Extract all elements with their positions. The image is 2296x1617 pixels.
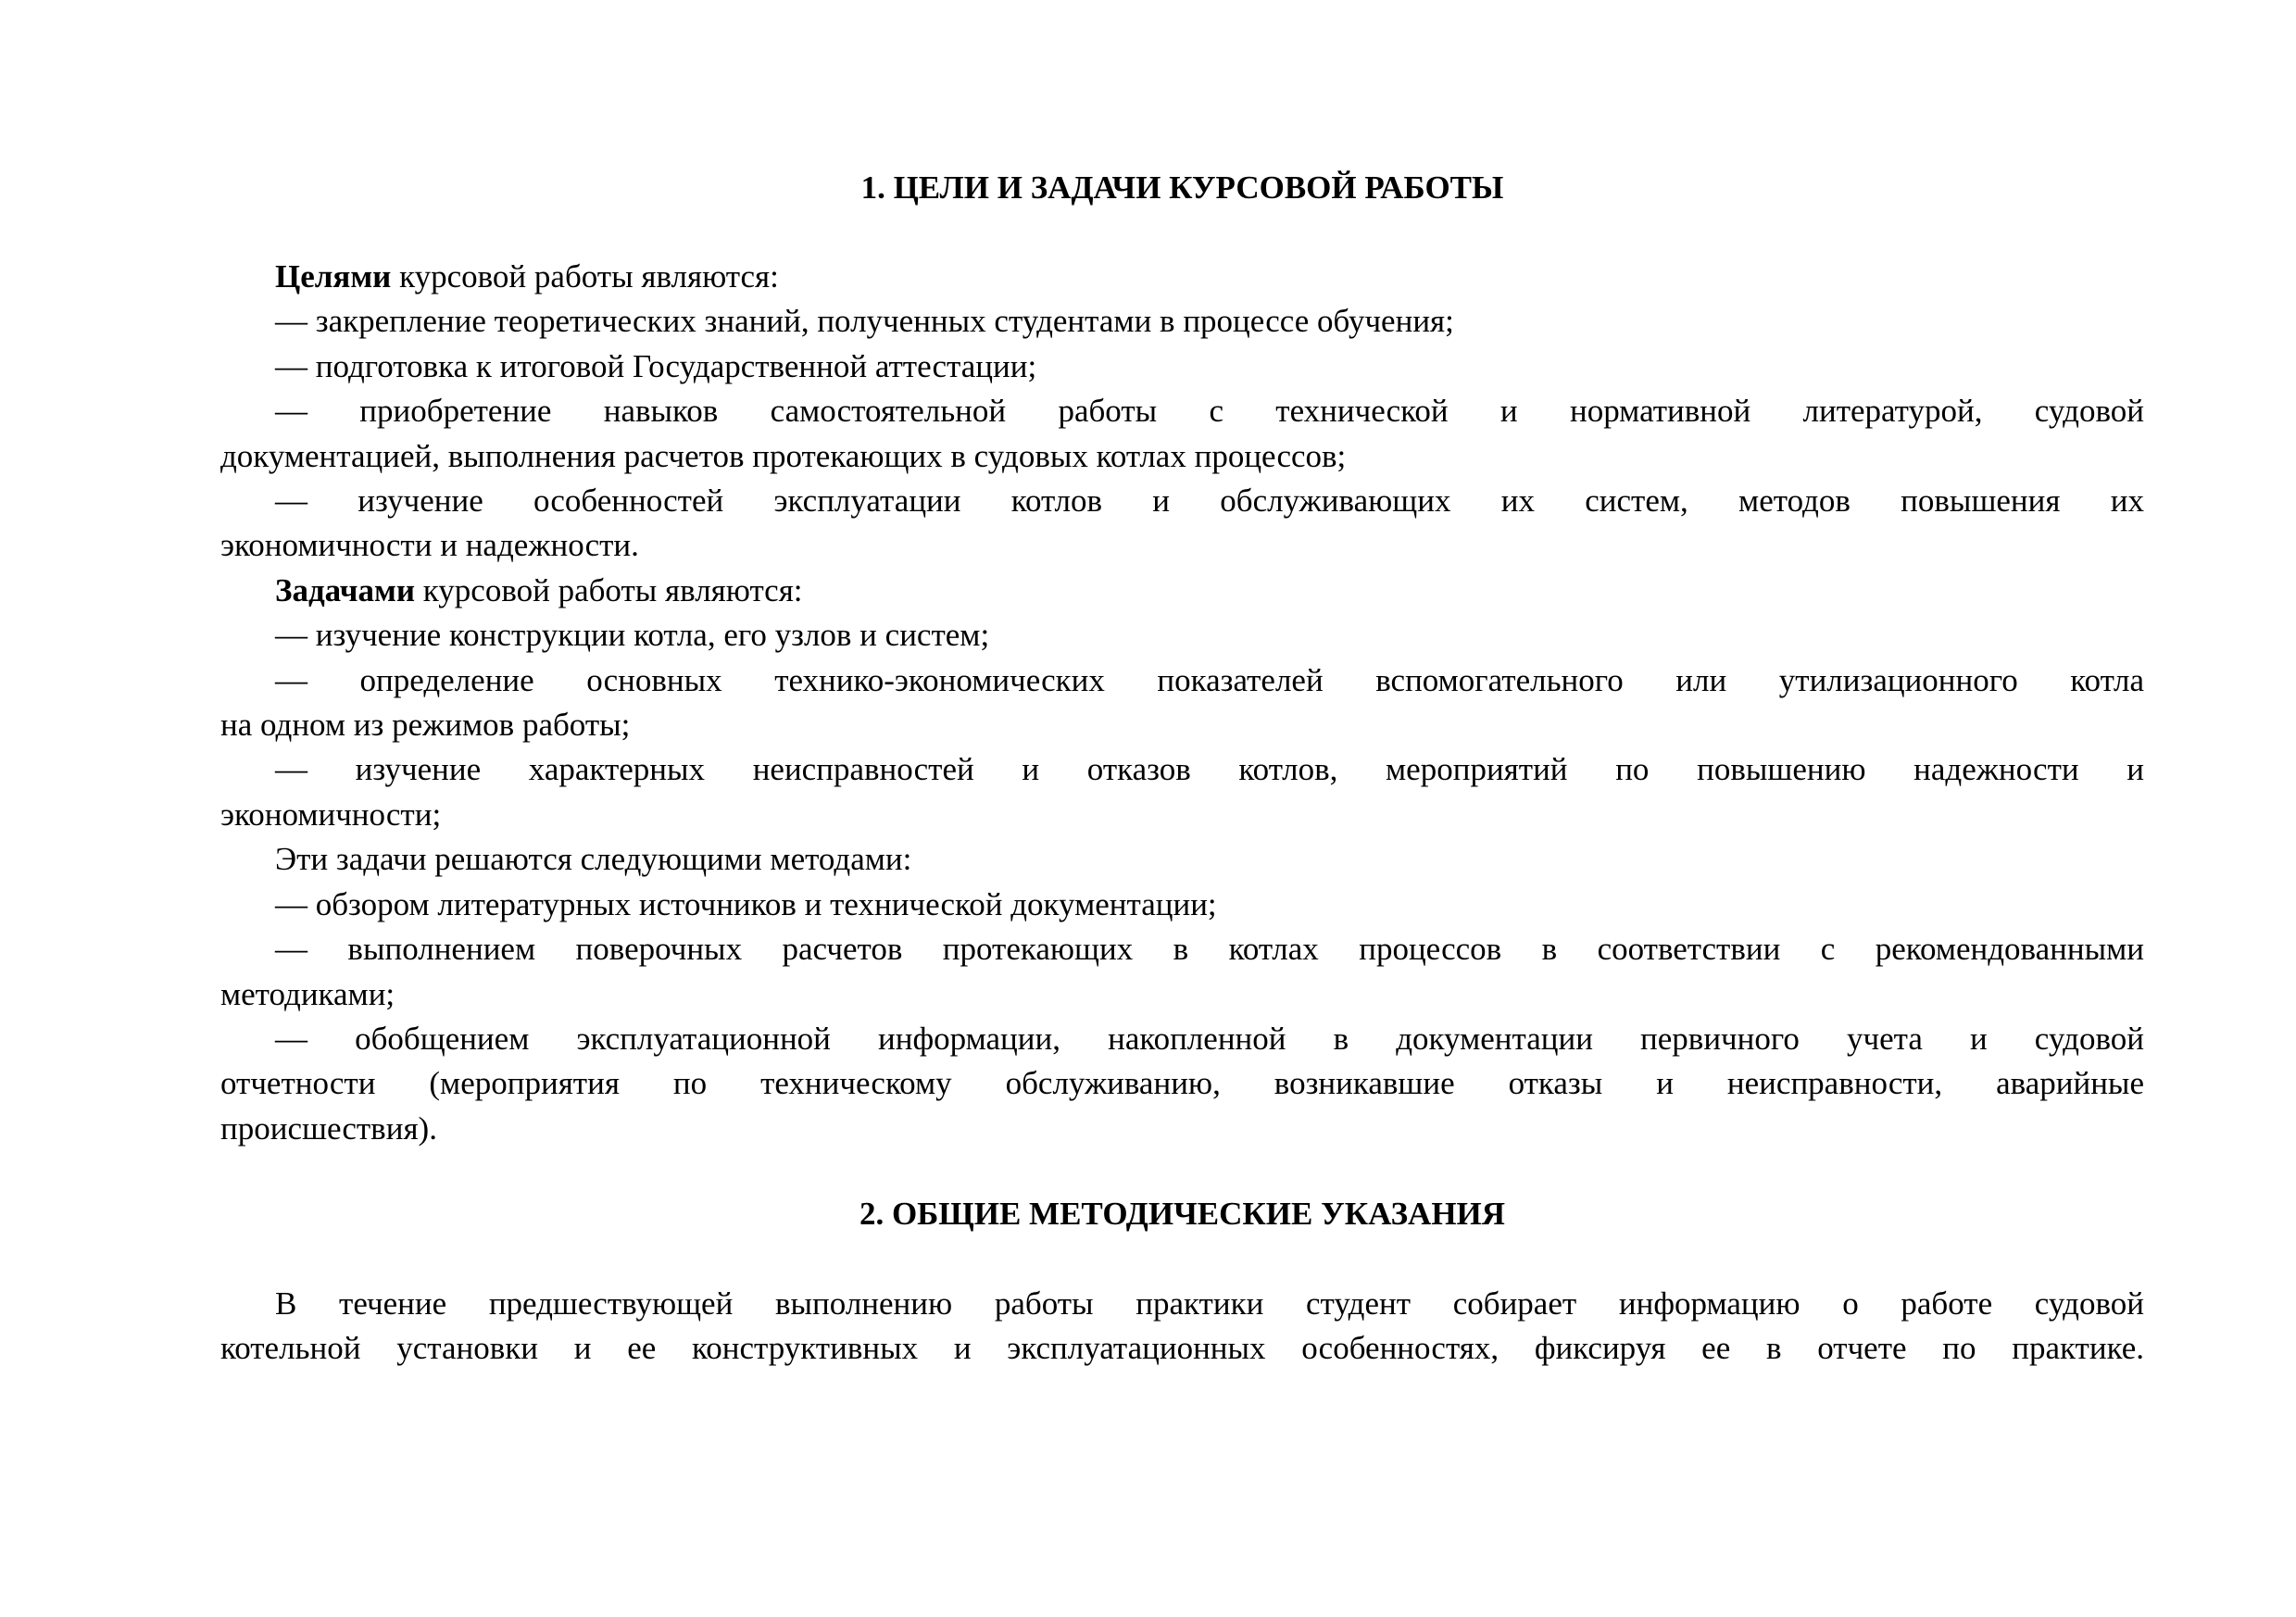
text-line: [220, 613, 2144, 658]
text-line: [220, 523, 2144, 568]
line-text: экономичности и надежности.: [220, 527, 639, 564]
text-line: [220, 703, 2144, 747]
text-line: [220, 1282, 2144, 1326]
text-line: [220, 345, 2144, 389]
text-line: [220, 837, 2144, 882]
line-text: методиками;: [220, 975, 395, 1012]
text-line: [220, 972, 2144, 1017]
line-text: курсовой работы являются:: [415, 571, 803, 608]
text-line: [220, 793, 2144, 837]
text-line: [220, 255, 2144, 299]
line-text: — приобретение навыков самостоятельной работы с технической и нормативной литературой, судовой: [275, 393, 2144, 430]
text-line: [220, 434, 2144, 479]
section-2-body: [220, 1282, 2144, 1372]
line-text: документацией, выполнения расчетов протекающих в судовых котлах процессов;: [220, 437, 1347, 474]
line-text: на одном из режимов работы;: [220, 707, 631, 744]
text-line: [220, 479, 2144, 523]
bold-term: Задачами: [275, 571, 416, 608]
text-line: [220, 883, 2144, 927]
line-text: происшествия).: [220, 1109, 437, 1147]
line-text: — подготовка к итоговой Государственной аттестации;: [275, 347, 1037, 384]
line-text: — определение основных технико-экономических показателей вспомогательного или утилизационного котла: [275, 661, 2144, 698]
text-line: [220, 747, 2144, 792]
line-text: В течение предшествующей выполнению работы практики студент собирает информацию о работе судовой: [275, 1285, 2144, 1322]
line-text: — изучение особенностей эксплуатации котлов и обслуживающих их систем, методов повышения их: [275, 483, 2144, 520]
text-line: [220, 927, 2144, 971]
text-line: [220, 658, 2144, 703]
text-line: [220, 569, 2144, 613]
text-line: [220, 1326, 2144, 1371]
bold-term: Целями: [275, 258, 392, 295]
line-text: — обзором литературных источников и технической документации;: [275, 885, 1217, 922]
section-1-heading: 1. ЦЕЛИ И ЗАДАЧИ КУРСОВОЙ РАБОТЫ: [860, 169, 1504, 206]
line-text: — закрепление теоретических знаний, полученных студентами в процессе обучения;: [275, 303, 1454, 340]
text-line: [220, 389, 2144, 433]
text-line: [220, 1061, 2144, 1106]
line-text: — выполнением поверочных расчетов протекающих в котлах процессов в соответствии с рекомендованными: [275, 931, 2144, 968]
line-text: котельной установки и ее конструктивных и эксплуатационных особенностях, фиксируя ее в отчете по практике.: [220, 1330, 2144, 1367]
section-1-body: [220, 255, 2144, 1151]
line-text: курсовой работы являются:: [391, 258, 779, 295]
line-text: экономичности;: [220, 796, 442, 833]
line-text: — изучение характерных неисправностей и отказов котлов, мероприятий по повышению надежности и: [275, 751, 2144, 788]
line-text: — изучение конструкции котла, его узлов и систем;: [275, 617, 990, 654]
text-line: [220, 1017, 2144, 1061]
line-text: — обобщением эксплуатационной информации, накопленной в документации первичного учета и судовой: [275, 1020, 2144, 1057]
section-2-heading: 2. ОБЩИЕ МЕТОДИЧЕСКИЕ УКАЗАНИЯ: [859, 1196, 1506, 1232]
text-line: [220, 299, 2144, 344]
line-text: отчетности (мероприятия по техническому обслуживанию, возникавшие отказы и неисправности, аварийные: [220, 1065, 2144, 1102]
line-text: Эти задачи решаются следующими методами:: [275, 841, 912, 878]
text-line: [220, 1107, 2144, 1151]
